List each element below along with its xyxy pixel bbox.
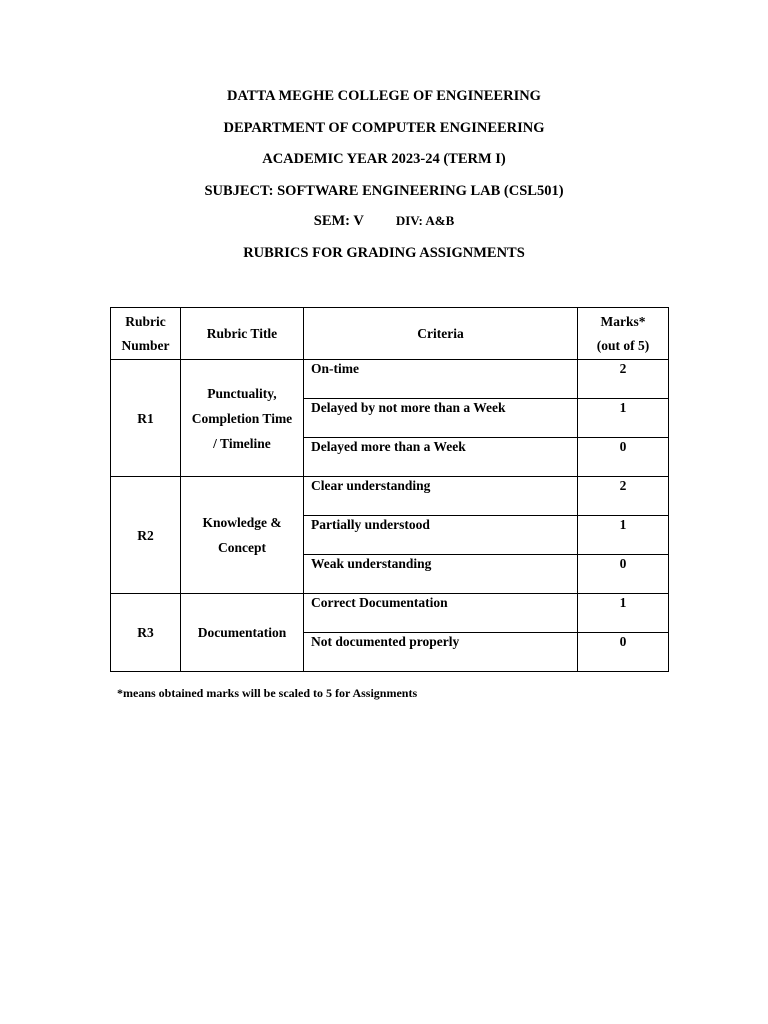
criteria-cell: Delayed by not more than a Week — [304, 399, 578, 438]
table-row — [111, 360, 669, 399]
academic-year: ACADEMIC YEAR 2023-24 (TERM I) — [262, 151, 506, 167]
rubric-title-line: Punctuality, — [207, 385, 277, 401]
rubrics-title: RUBRICS FOR GRADING ASSIGNMENTS — [243, 245, 525, 261]
college-name: DATTA MEGHE COLLEGE OF ENGINEERING — [227, 88, 541, 104]
header-marks — [578, 308, 669, 360]
rubric-number: R3 — [111, 594, 181, 672]
table-header-row — [111, 308, 669, 360]
footnote: *means obtained marks will be scaled to 5 for Assignments — [117, 686, 418, 700]
rubric-number: R2 — [111, 477, 181, 594]
table-row — [111, 477, 669, 516]
header-rubric-number — [111, 308, 181, 360]
marks-cell: 0 — [578, 555, 669, 594]
header-rubric-number-line1: Rubric — [125, 313, 166, 329]
criteria-cell: Delayed more than a Week — [304, 438, 578, 477]
department-name: DEPARTMENT OF COMPUTER ENGINEERING — [223, 120, 545, 136]
criteria-cell: Weak understanding — [304, 555, 578, 594]
table-row — [111, 594, 669, 633]
rubric-title-line: Documentation — [197, 625, 287, 640]
rubric-title — [181, 360, 304, 477]
rubric-title-line: / Timeline — [213, 435, 271, 451]
header-rubric-title: Rubric Title — [181, 308, 304, 360]
marks-cell: 1 — [578, 516, 669, 555]
marks-cell: 2 — [578, 477, 669, 516]
rubric-number: R1 — [111, 360, 181, 477]
criteria-cell: Partially understood — [304, 516, 578, 555]
header-rubric-number-line2: Number — [121, 337, 170, 353]
rubric-title — [181, 477, 304, 594]
criteria-cell: Clear understanding — [304, 477, 578, 516]
header-marks-line2: (out of 5) — [596, 337, 650, 353]
criteria-cell: Correct Documentation — [304, 594, 578, 633]
marks-cell: 1 — [578, 399, 669, 438]
rubric-table — [110, 307, 669, 672]
sem-div-line — [0, 212, 768, 230]
rubric-title-line: Completion Time — [191, 410, 293, 426]
marks-cell: 2 — [578, 360, 669, 399]
rubric-title-line: Concept — [218, 540, 266, 555]
criteria-cell: On-time — [304, 360, 578, 399]
criteria-cell: Not documented properly — [304, 633, 578, 672]
subject-line: SUBJECT: SOFTWARE ENGINEERING LAB (CSL501) — [204, 183, 564, 199]
marks-cell: 0 — [578, 633, 669, 672]
header-criteria: Criteria — [304, 308, 578, 360]
rubric-title-line: Knowledge & — [202, 515, 282, 530]
header-marks-line1: Marks* — [600, 313, 646, 329]
division: DIV: A&B — [395, 213, 455, 228]
marks-cell: 1 — [578, 594, 669, 633]
semester: SEM: V — [313, 213, 364, 229]
marks-cell: 0 — [578, 438, 669, 477]
rubric-title — [181, 594, 304, 672]
